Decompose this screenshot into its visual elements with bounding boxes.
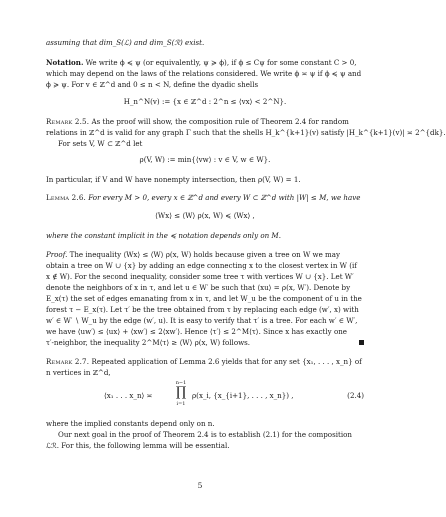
equation-lhs: ⟨x₁ . . . x_n⟩ ≍ — [104, 391, 153, 400]
text-line: ℒℛ. For this, the following lemma will be essential. — [46, 441, 230, 450]
text-line: In particular, if V and W have nonempty intersection, then ρ(V, W) = 1. — [46, 175, 301, 184]
text-line: τ′-neighbor, the inequality 2^M⟨τ⟩ ≥ ⟨W⟩ ρ(x, W) follows. — [46, 338, 251, 347]
text-line: where the constant implicit in the ≼ notation depends only on M. — [46, 231, 281, 240]
text-line: For every M > 0, every x ∈ ℤ^d and every W ⊂ ℤ^d with |W| ≤ M, we have — [86, 193, 361, 202]
text-line: x ∉ W). For the second inequality, consider some tree τ with vertices W ∪ {x}. Let W′ — [46, 272, 354, 281]
page-number: 5 — [197, 481, 203, 490]
text-line: denote the neighbors of x in τ, and let u ∈ W′ be such that ⟨xu⟩ = ρ(x, W′). Denote by — [46, 283, 351, 292]
equation-rhs: ρ(x_i, {x_{i+1}, . . . , x_n}) , — [192, 391, 294, 400]
text-line: We write ϕ ≼ ψ (or equivalently, ψ ≽ ϕ), if ϕ ≤ Cψ for some constant C > 0, — [83, 58, 357, 67]
product-lower-limit: i=1 — [176, 401, 186, 407]
text-line: The inequality ⟨Wx⟩ ≤ ⟨W⟩ ρ(x, W) holds because given a tree on W we may — [67, 250, 340, 259]
equation-2-4 — [46, 380, 364, 412]
text-line: ϕ ≽ ψ. For v ∈ ℤ^d and 0 ≤ n < N, define the dyadic shells — [46, 80, 259, 89]
remark-heading: Remark 2.7. — [46, 357, 90, 366]
equation-lemma-inequality: ⟨Wx⟩ ≤ ⟨W⟩ ρ(x, W) ≼ ⟨Wx⟩ , — [155, 211, 255, 220]
text-line: Our next goal in the proof of Theorem 2.4 is to establish (2.1) for the composition — [58, 430, 352, 439]
product-symbol: ∏ — [175, 385, 187, 400]
product-upper-limit: n−1 — [175, 380, 187, 386]
proof-paragraph — [46, 250, 364, 261]
text-line: forest τ − E_x(τ). Let τ′ be the tree obtained from τ by replacing each edge (w′, x) with — [46, 305, 359, 314]
remark-2-7 — [46, 357, 364, 368]
text-line: obtain a tree on W ∪ {x} by adding an edge connecting x to the closest vertex in W (if — [46, 261, 357, 270]
text-line: For sets V, W ⊂ ℤ^d let — [58, 139, 143, 148]
lemma-2-6 — [46, 193, 364, 204]
text-line: As the proof will show, the composition rule of Theorem 2.4 for random — [89, 117, 349, 126]
qed-square-icon — [359, 340, 364, 345]
paragraph-notation — [46, 58, 364, 69]
text-line: relations in ℤ^d is valid for any graph Γ such that the shells H_k^{k+1}(v) satisfy |H_k^{k+1}(v)| ≍ 2^{dk}. — [46, 128, 446, 137]
text-line: where the implied constants depend only on n. — [46, 419, 215, 428]
text-line: which may depend on the laws of the relations considered. We write ϕ ≍ ψ if ϕ ≼ ψ and — [46, 69, 362, 78]
text-line: Repeated application of Lemma 2.6 yields that for any set {x₁, . . . , x_n} of — [89, 357, 362, 366]
text-line: E_x(τ) the set of edges emanating from x in τ, and let W_u be the component of u in the — [46, 294, 362, 303]
text-line: n vertices in ℤ^d, — [46, 368, 111, 377]
text-line: assuming that dim_S(ℒ) and dim_S(ℛ) exist. — [46, 38, 205, 47]
lemma-heading: Lemma 2.6. — [46, 193, 87, 202]
equation-rho-definition: ρ(V, W) := min{⟨vw⟩ : v ∈ V, w ∈ W}. — [139, 155, 271, 164]
text-line-with-qed — [46, 338, 364, 349]
text-line: w′ ∈ W′ ∖ W_u by the edge (w′, u). It is easy to verify that τ′ is a tree. For each w′ ∈ W′, — [46, 316, 358, 325]
remark-2-5 — [46, 117, 364, 128]
equation-dyadic-shells: H_n^N(v) := {x ∈ ℤ^d : 2^n ≤ ⟨vx⟩ < 2^N}. — [123, 97, 287, 106]
notation-heading: Notation. — [46, 58, 84, 67]
equation-number: (2.4) — [347, 391, 364, 400]
remark-heading: Remark 2.5. — [46, 117, 90, 126]
text-line: we have ⟨uw′⟩ ≤ ⟨ux⟩ + ⟨xw′⟩ ≤ 2⟨xw′⟩. Hence ⟨τ′⟩ ≤ 2^M⟨τ⟩. Since x has exactly one — [46, 327, 347, 336]
proof-heading: Proof. — [46, 250, 68, 259]
